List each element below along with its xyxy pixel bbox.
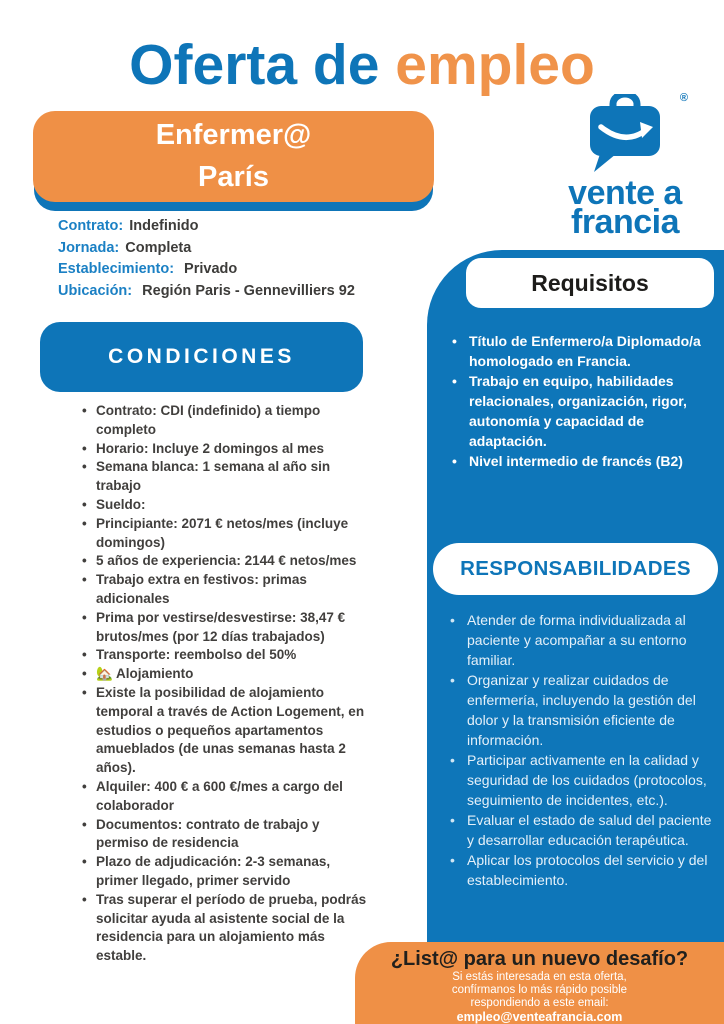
list-item: • Contrato: CDI (indefinido) a tiempo completo <box>82 402 368 440</box>
page-title-blue: Oferta de <box>129 33 396 97</box>
list-item: • Sueldo: <box>82 496 368 515</box>
job-title-badge <box>33 111 434 202</box>
detail-row <box>58 281 355 303</box>
list-item: • Organizar y realizar cuidados de enfermería, incluyendo la gestión del dolor y la transmisión eficiente de información. <box>450 670 712 750</box>
conditions-header: CONDICIONES <box>40 322 363 392</box>
list-item: • Nivel intermedio de francés (B2) <box>452 451 710 471</box>
conditions-list <box>82 402 368 966</box>
list-item: • Horario: Incluye 2 domingos al mes <box>82 440 368 459</box>
list-item: • Tras superar el período de prueba, podrás solicitar ayuda al asistente social de la residencia para un alojamiento más estable. <box>82 891 368 966</box>
brand-name-line1: vente a <box>568 174 682 212</box>
list-item: • 🏡 Alojamiento <box>82 665 368 684</box>
responsibilities-header: RESPONSABILIDADES <box>433 543 718 595</box>
detail-label: Ubicación: <box>58 283 133 300</box>
list-item: • Principiante: 2071 € netos/mes (incluye domingos) <box>82 515 368 553</box>
detail-label: Contrato: <box>58 218 124 234</box>
brand-name-line2: francia <box>571 203 679 241</box>
list-item: • Participar activamente en la calidad y seguridad de los cuidados (protocolos, seguimiento de incidentes, etc.). <box>450 750 712 810</box>
list-item: • Evaluar el estado de salud del paciente y desarrollar educación terapéutica. <box>450 810 712 850</box>
detail-row <box>58 216 355 238</box>
cta-line-2: confírmanos lo más rápido posible <box>451 984 628 996</box>
detail-row <box>58 259 355 281</box>
list-item: • Aplicar los protocolos del servicio y del establecimiento. <box>450 850 712 890</box>
list-item: • 5 años de experiencia: 2144 € netos/mes <box>82 552 368 571</box>
detail-value: Región Paris - Gennevilliers 92 <box>138 283 355 300</box>
list-item: • Transporte: reembolso del 50% <box>82 646 368 665</box>
detail-value: Indefinido <box>129 218 199 234</box>
list-item: • Atender de forma individualizada al paciente y acompañar a su entorno familiar. <box>450 610 712 670</box>
list-item: • Trabajo en equipo, habilidades relacionales, organización, rigor, autonomía y capacidad de adaptación. <box>452 371 710 451</box>
page-title <box>0 34 724 96</box>
smiling-briefcase-svg <box>570 94 680 174</box>
detail-value: Completa <box>125 239 192 256</box>
smiling-briefcase-icon <box>570 92 688 174</box>
detail-label: Jornada: <box>58 239 120 256</box>
requirements-header: Requisitos <box>466 258 714 308</box>
cta-line-1: Si estás interesada en esta oferta, <box>452 971 627 983</box>
detail-row <box>58 238 355 260</box>
list-item: • Alquiler: 400 € a 600 €/mes a cargo del colaborador <box>82 778 368 816</box>
list-item: • Trabajo extra en festivos: primas adicionales <box>82 571 368 609</box>
detail-value: Privado <box>180 261 238 278</box>
brand-logo <box>535 92 715 241</box>
contact-email-link[interactable]: empleo@venteafrancia.com <box>456 1010 623 1024</box>
job-title-line1: Enfermer@ <box>155 119 312 151</box>
cta-heading: ¿List@ para un nuevo desafío? <box>390 948 689 970</box>
list-item: • Título de Enfermero/a Diplomado/a homologado en Francia. <box>452 331 710 371</box>
contract-details <box>58 216 355 303</box>
page-title-orange: empleo <box>395 33 595 97</box>
cta-line-3: respondiendo a este email: <box>470 997 609 1009</box>
registered-trademark-symbol: ® <box>679 92 688 104</box>
detail-label: Establecimiento: <box>58 261 175 278</box>
list-item: • Prima por vestirse/desvestirse: 38,47 € brutos/mes (por 12 días trabajados) <box>82 609 368 647</box>
cta-footer <box>355 942 724 1024</box>
responsibilities-list <box>450 610 712 890</box>
list-item: • Existe la posibilidad de alojamiento temporal a través de Action Logement, en estudios o pequeños apartamentos amueblados (de unas semanas hasta 2 años). <box>82 684 368 778</box>
requirements-list <box>452 331 710 471</box>
list-item: • Documentos: contrato de trabajo y permiso de residencia <box>82 816 368 854</box>
list-item: • Semana blanca: 1 semana al año sin trabajo <box>82 458 368 496</box>
list-item: • Plazo de adjudicación: 2-3 semanas, primer llegado, primer servido <box>82 853 368 891</box>
job-title-line2: París <box>198 161 269 193</box>
